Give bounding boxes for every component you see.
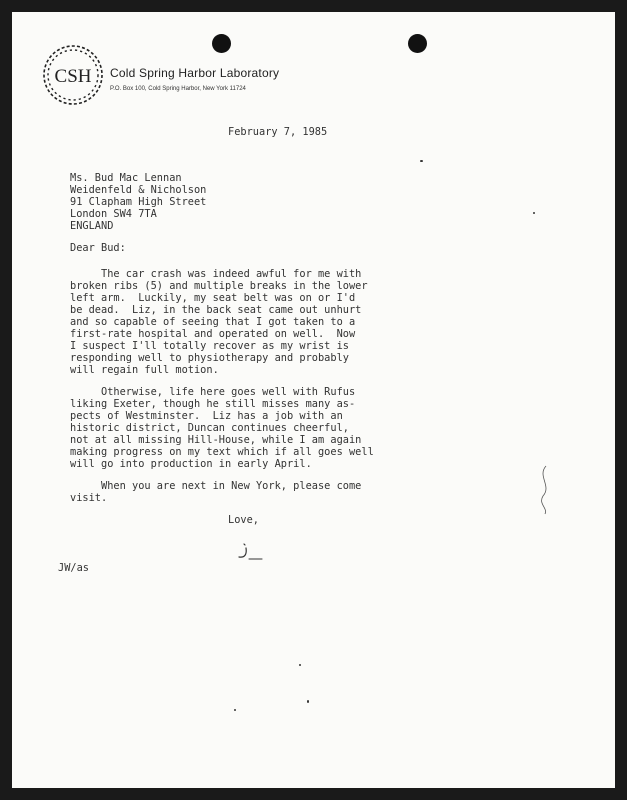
- letter-page: [12, 12, 615, 788]
- body-line: Otherwise, life here goes well with Rufus: [70, 386, 356, 398]
- paper-mark: [534, 464, 558, 516]
- body-line: making progress on my text which if all goes well: [70, 446, 374, 458]
- recipient-line: ENGLAND: [70, 220, 114, 232]
- body-line: broken ribs (5) and multiple breaks in the lower: [70, 280, 368, 292]
- recipient-line: Ms. Bud Mac Lennan: [70, 172, 182, 184]
- organization-name: Cold Spring Harbor Laboratory: [110, 66, 280, 80]
- body-line: and so capable of seeing that I got taken to a: [70, 316, 356, 328]
- recipient-line: 91 Clapham High Street: [70, 196, 207, 208]
- recipient-line: Weidenfeld & Nicholson: [70, 184, 207, 196]
- typist-initials: JW/as: [58, 562, 89, 574]
- body-line: I suspect I'll totally recover as my wrist is: [70, 340, 349, 352]
- organization-address: P.O. Box 100, Cold Spring Harbor, New York 11724: [110, 86, 246, 92]
- body-line: When you are next in New York, please come: [70, 480, 362, 492]
- paper-speck: [299, 664, 301, 666]
- body-line: liking Exeter, though he still misses many as-: [70, 398, 356, 410]
- body-line: be dead. Liz, in the back seat came out unhurt: [70, 304, 362, 316]
- body-line: will go into production in early April.: [70, 458, 312, 470]
- paper-speck: [420, 160, 423, 162]
- salutation: Dear Bud:: [70, 242, 126, 254]
- body-line: left arm. Luckily, my seat belt was on or I'd: [70, 292, 356, 304]
- letter-date: February 7, 1985: [228, 126, 328, 138]
- body-line: will regain full motion.: [70, 364, 219, 376]
- closing: Love,: [228, 514, 259, 526]
- recipient-line: London SW4 7TA: [70, 208, 157, 220]
- body-line: pects of Westminster. Liz has a job with an: [70, 410, 343, 422]
- body-line: historic district, Duncan continues cheerful,: [70, 422, 349, 434]
- body-line: visit.: [70, 492, 108, 504]
- paper-speck: [307, 700, 309, 703]
- body-line: responding well to physiotherapy and probably: [70, 352, 349, 364]
- body-line: first-rate hospital and operated on well. Now: [70, 328, 356, 340]
- punch-hole-right: [408, 34, 427, 53]
- body-line: not at all missing Hill-House, while I am again: [70, 434, 362, 446]
- paper-speck: [533, 212, 535, 214]
- body-line: The car crash was indeed awful for me with: [70, 268, 362, 280]
- handwritten-signature: [232, 540, 272, 566]
- punch-hole-left: [212, 34, 231, 53]
- logo-text: CSH: [54, 66, 92, 87]
- paper-speck: [234, 709, 236, 711]
- csh-logo: [40, 42, 106, 108]
